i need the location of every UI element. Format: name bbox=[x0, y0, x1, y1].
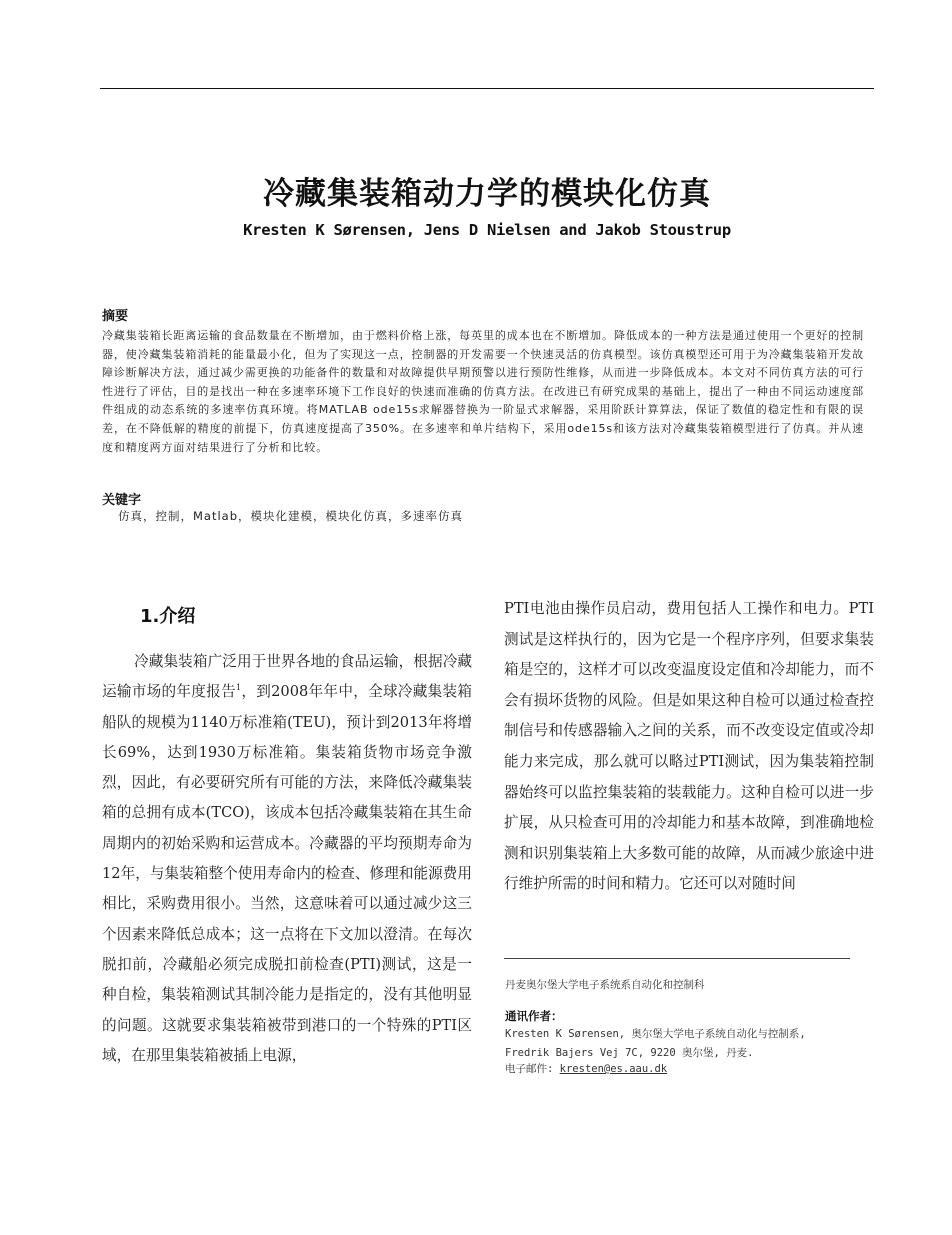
keywords-heading: 关键字 bbox=[102, 493, 142, 508]
corresponding-author-line-1: Kresten K Sørensen, 奥尔堡大学电子系统自动化与控制系, bbox=[505, 1028, 806, 1040]
author-affiliation: 丹麦奥尔堡大学电子系统系自动化和控制科 bbox=[505, 979, 705, 991]
corresponding-author-line-2: Fredrik Bajers Vej 7C, 9220 奥尔堡, 丹麦. bbox=[505, 1047, 754, 1059]
abstract-text: 冷藏集装箱长距离运输的食品数量在不断增加，由于燃料价格上涨，每英里的成本也在不断增加。降低成本的一种方法是通过使用一个更好的控制器，使冷藏集装箱消耗的能量最小化，但为了实现这一点，控制器的开发需要一个快速灵活的仿真模型。该仿真模型还可用于为冷藏集装箱开发故障诊断解决方法，通过减少需更换的功能备件的数量和对故障提供早期预警以进行预防性维修，从而进一步降低成本。本文对不同仿真方法的可行性进行了评估，目的是找出一种在多速率环境下工作良好的快速而准确的仿真方法。在改进已有研究成果的基础上，提出了一种由不同运动速度部件组成的动态系统的多速率仿真环境。将MATLAB ode15s求解器替换为一阶显式求解器，采用阶跃计算算法，保证了数值的稳定性和有限的误差，在不降低解的精度的前提下，仿真速度提高了350%。在多速率和单片结构下，采用ode15s和该方法对冷藏集装箱模型进行了仿真。并从速度和精度两方面对结果进行了分析和比较。 bbox=[102, 329, 864, 454]
footnote-rule bbox=[504, 958, 850, 959]
footnote-ref[interactable]: 1 bbox=[235, 683, 242, 693]
paper-authors: Kresten K Sørensen, Jens D Nielsen and Jakob Stoustrup bbox=[243, 221, 731, 239]
section-heading-introduction: 1.介绍 bbox=[140, 606, 196, 627]
abstract-heading: 摘要 bbox=[102, 309, 129, 324]
corresponding-author-email-line bbox=[505, 1061, 667, 1076]
email-label: 电子邮件: bbox=[505, 1063, 554, 1075]
paper-title: 冷藏集装箱动力学的模块化仿真 bbox=[263, 176, 711, 212]
left-column-body bbox=[102, 647, 472, 1071]
keywords-text: 仿真，控制，Matlab，模块化建模，模块化仿真，多速率仿真 bbox=[118, 509, 464, 523]
corresponding-author-heading: 通讯作者： bbox=[505, 1009, 563, 1023]
intro-para-start: 冷藏集装箱广泛用于世界各地的食品运输，根据冷藏运输市场的年度报告 bbox=[102, 653, 472, 701]
right-column-body: PTI电池由操作员启动，费用包括人工操作和电力。PTI测试是这样执行的，因为它是一个程序序列，但要求集装箱是空的，这样才可以改变温度设定值和冷却能力，而不会有损坏货物的风险。但是如果这种自检可以通过检查控制信号和传感器输入之间的关系，而不改变设定值或冷却能力来完成，那么就可以略过PTI测试，因为集装箱控制器始终可以监控集装箱的装载能力。这种自检可以进一步扩展，从只检查可用的冷却能力和基本故障，到准确地检测和识别集装箱上大多数可能的故障，从而减少旅途中进行维护所需的时间和精力。它还可以对随时间 bbox=[504, 600, 874, 893]
email-link[interactable]: kresten@es.aau.dk bbox=[559, 1063, 668, 1075]
top-rule bbox=[100, 88, 874, 89]
intro-para-rest: ，到2008年年中，全球冷藏集装箱船队的规模为1140万标准箱(TEU)，预计到2013年将增长69%，达到1930万标准箱。集装箱货物市场竞争激烈，因此，有必要研究所有可能的方法，来降低冷藏集装箱的总拥有成本(TCO)，该成本包括冷藏集装箱在其生命周期内的初始采购和运营成本。冷藏器的平均预期寿命为12年，与集装箱整个使用寿命内的检查、修理和能源费用相比，采购费用很小。当然，这意味着可以通过减少这三个因素来降低总成本；这一点将在下文加以澄清。在每次脱扣前，冷藏船必须完成脱扣前检查(PTI)测试，这是一种自检，集装箱测试其制冷能力是指定的，没有其他明显的问题。这就要求集装箱被带到港口的一个特殊的PTI区域，在那里集装箱被插上电源， bbox=[102, 683, 472, 1064]
